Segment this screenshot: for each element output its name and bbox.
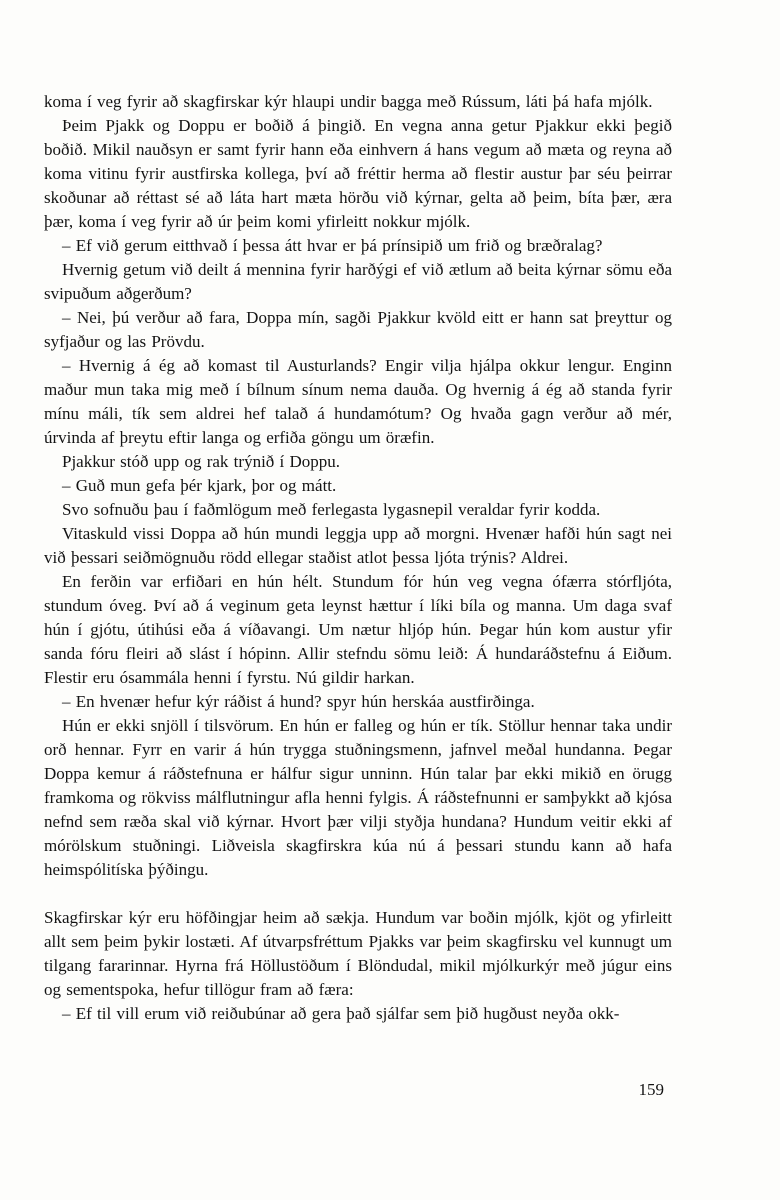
paragraph-dialogue: – Hvernig á ég að komast til Austurlands? Engir vilja hjálpa okkur lengur. Enginn maður mun taka mig með í bílnum sínum nema dauða. Og hvernig á ég að standa fyrir mínu máli, tík sem aldrei hef talað á hundamótum? Og hvaða gagn verður að mér, úrvinda af þreytu eftir langa og erfiða göngu um öræfin. (44, 356, 672, 447)
paragraph-dialogue: – Ef við gerum eitthvað í þessa átt hvar er þá prínsipið um frið og bræðralag? (62, 236, 603, 255)
paragraph: Þeim Pjakk og Doppu er boðið á þingið. En vegna anna getur Pjakkur ekki þegið boðið. Mikil nauðsyn er samt fyrir hann eða einhvern á hans vegum að mæta og reyna að koma vitinu fyrir austfirska kollega, því að fréttir herma að flestir austur þar séu þeirrar skoðunar að réttast sé að láta hart mæta hörðu við kýrnar, gelta að þeim, bíta þær, æra þær, koma í veg fyrir að úr þeim komi yfirleitt nokkur mjólk. (44, 116, 672, 231)
paragraph-dialogue: – Guð mun gefa þér kjark, þor og mátt. (62, 476, 337, 495)
paragraph-section-start: Skagfirskar kýr eru höfðingjar heim að sækja. Hundum var boðin mjólk, kjöt og yfirleitt allt sem þeim þykir lostæti. Af útvarpsfréttum Pjakks var þeim skagfirsku vel kunnugt um tilgang fararinnar. Hyrna frá Höllustöðum í Blöndudal, mikil mjólkurkýr með júgur eins og sementspoka, hefur tillögur fram að færa: (44, 908, 672, 999)
paragraph: Pjakkur stóð upp og rak trýnið í Doppu. (62, 452, 341, 471)
paragraph: Svo sofnuðu þau í faðmlögum með ferlegasta lygasnepil veraldar fyrir kodda. (62, 500, 601, 519)
paragraph-continuation: koma í veg fyrir að skagfirskar kýr hlaupi undir bagga með Rússum, láti þá hafa mjólk. (44, 92, 653, 111)
paragraph: Vitaskuld vissi Doppa að hún mundi leggja upp að morgni. Hvenær hafði hún sagt nei við þessari seiðmögnuðu rödd ellegar staðist atlot þessa ljóta trýnis? Aldrei. (44, 524, 672, 567)
page-number: 159 (638, 1080, 664, 1099)
paragraph: Hún er ekki snjöll í tilsvörum. En hún er falleg og hún er tík. Stöllur hennar taka undir orð hennar. Fyrr en varir á hún trygga stuðningsmenn, jafnvel meðal hundanna. Þegar Doppa kemur á ráðstefnuna er hálfur sigur unninn. Hún talar þar ekki mikið en örugg framkoma og rökviss málflutningur afla henni fylgis. Á ráðstefnunni er samþykkt að kjósa nefnd sem ræða skal við kýrnar. Hvort þær vilji styðja hundana? Hundum veitir ekki af mórölskum stuðningi. Liðveisla skagfirskra kúa nú á þessari stundu kann að hafa heimspólitíska þýðingu. (44, 716, 672, 879)
paragraph-dialogue: – Ef til vill erum við reiðubúnar að gera það sjálfar sem þið hugðust neyða okk- (62, 1004, 620, 1023)
paragraph: Hvernig getum við deilt á mennina fyrir harðýgi ef við ætlum að beita kýrnar sömu eða svipuðum aðgerðum? (44, 260, 672, 303)
body-text (44, 90, 672, 1026)
paragraph: En ferðin var erfiðari en hún hélt. Stundum fór hún veg vegna ófærra stórfljóta, stundum óveg. Því að á veginum geta leynst hættur í líki bíla og manna. Um daga svaf hún í gjótu, útihúsi eða á víðavangi. Um nætur hljóp hún. Þegar hún kom austur yfir sanda fóru fleiri að slást í hópinn. Allir stefndu sömu leið: Á hundaráðstefnu á Eiðum. Flestir eru ósammála henni í fyrstu. Nú gildir harkan. (44, 572, 672, 687)
paragraph-dialogue: – En hvenær hefur kýr ráðist á hund? spyr hún herskáa austfirðinga. (62, 692, 535, 711)
paragraph-dialogue: – Nei, þú verður að fara, Doppa mín, sagði Pjakkur kvöld eitt er hann sat þreyttur og syfjaður og las Prövdu. (44, 308, 672, 351)
